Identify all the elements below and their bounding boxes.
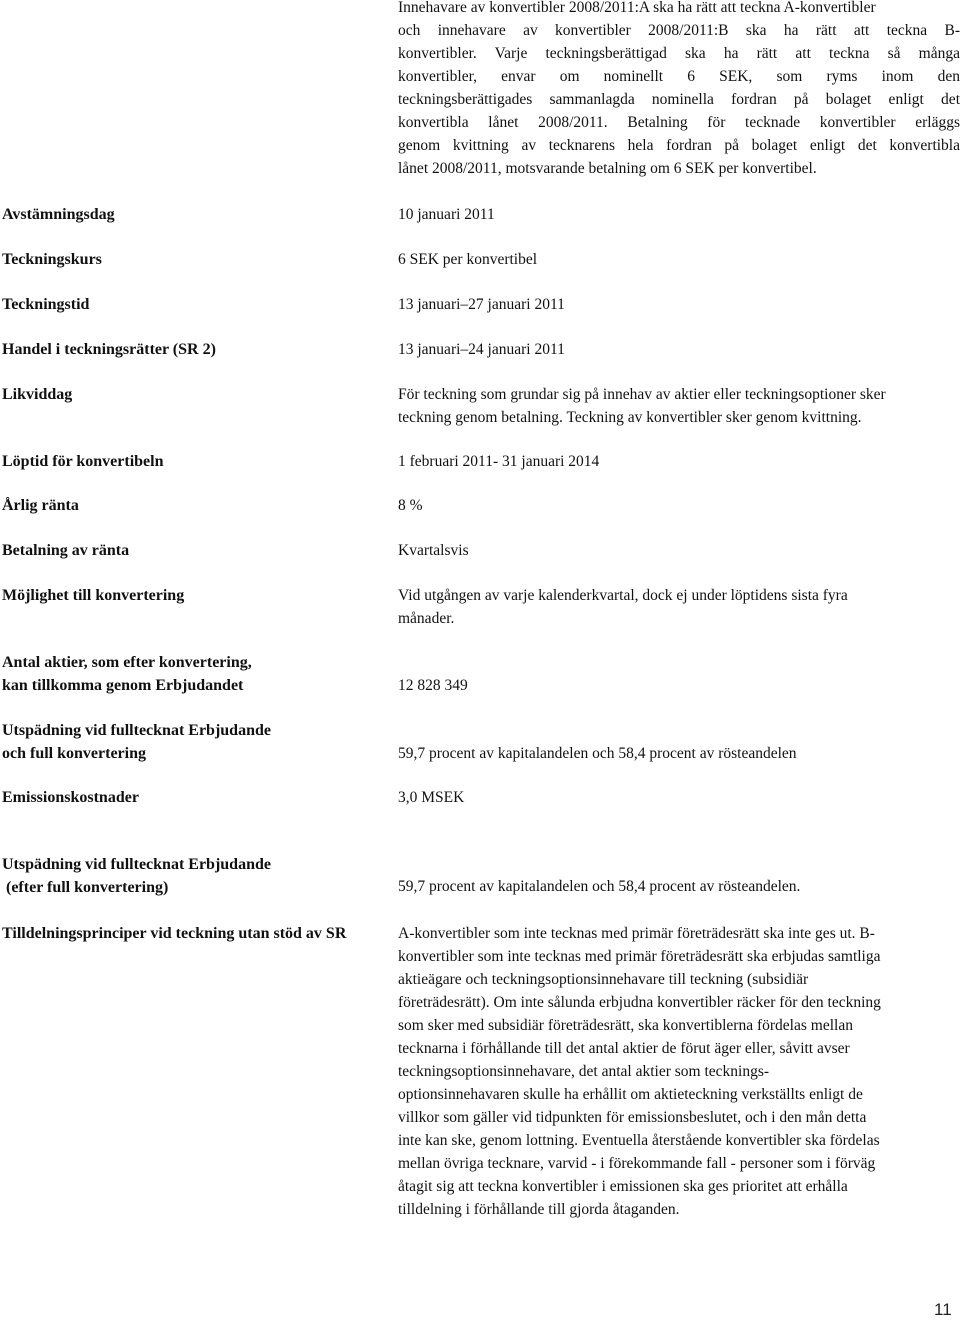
avstamningsdag-label: Avstämningsdag bbox=[2, 206, 115, 223]
tilldelning-line: villkor som gäller vid tidpunkten för emissionsbeslutet, och i den mån detta bbox=[398, 1109, 867, 1126]
avstamningsdag-value: 10 januari 2011 bbox=[398, 206, 495, 223]
utspadning2-label-line: (efter full konvertering) bbox=[2, 879, 169, 896]
intro-line: konvertibler, envar om nominellt 6 SEK, som ryms inom den bbox=[398, 68, 960, 85]
ranta-value: 8 % bbox=[398, 497, 423, 514]
intro-line: teckningsberättigades sammanlagda nominella fordran på bolaget enligt det bbox=[398, 91, 960, 108]
utspadning2-label-line: Utspädning vid fulltecknat Erbjudande bbox=[2, 856, 271, 873]
antal-value: 12 828 349 bbox=[398, 677, 468, 694]
handel-value: 13 januari–24 januari 2011 bbox=[398, 341, 565, 358]
utspadning2-label bbox=[2, 853, 271, 899]
antal-label-line: Antal aktier, som efter konvertering, bbox=[2, 654, 252, 671]
tilldelning-line: tilldelning i förhållande till gjorda åtaganden. bbox=[398, 1201, 680, 1218]
mojlighet-value bbox=[398, 584, 960, 630]
utspadning1-label-line: och full konvertering bbox=[2, 745, 146, 762]
likviddag-label: Likviddag bbox=[2, 386, 73, 403]
intro-line: lånet 2008/2011, motsvarande betalning om 6 SEK per konvertibel. bbox=[398, 160, 817, 177]
tilldelning-label: Tilldelningsprinciper vid teckning utan stöd av SR bbox=[2, 925, 347, 942]
mojlighet-line: Vid utgången av varje kalenderkvartal, dock ej under löptidens sista fyra bbox=[398, 587, 848, 604]
teckningskurs-label: Teckningskurs bbox=[2, 251, 102, 268]
tilldelning-line: teckningsoptionsinnehavare, det antal aktier som tecknings- bbox=[398, 1063, 770, 1080]
antal-label-line: kan tillkomma genom Erbjudandet bbox=[2, 677, 244, 694]
loptid-value: 1 februari 2011- 31 januari 2014 bbox=[398, 453, 600, 470]
page-number: 11 bbox=[934, 1300, 952, 1319]
likviddag-value bbox=[398, 383, 960, 429]
tilldelning-line: inte kan ske, genom lottning. Eventuella återstående konvertibler ska fördelas bbox=[398, 1132, 880, 1149]
tilldelning-line: A-konvertibler som inte tecknas med primär företrädesrätt ska inte ges ut. B- bbox=[398, 925, 875, 942]
tilldelning-line: aktieägare och teckningsoptionsinnehavare till teckning (subsidiär bbox=[398, 971, 809, 988]
utspadning1-label bbox=[2, 719, 271, 765]
mojlighet-line: månader. bbox=[398, 610, 455, 627]
likviddag-line: För teckning som grundar sig på innehav av aktier eller teckningsoptioner sker bbox=[398, 386, 886, 403]
emission-value: 3,0 MSEK bbox=[398, 789, 465, 806]
betalning-value: Kvartalsvis bbox=[398, 542, 469, 559]
tilldelning-value bbox=[398, 922, 960, 1221]
teckningstid-label: Teckningstid bbox=[2, 296, 90, 313]
tilldelning-line: åtagit sig att teckna konvertibler i emissionen ska ges prioritet att erhålla bbox=[398, 1178, 848, 1195]
teckningskurs-value: 6 SEK per konvertibel bbox=[398, 251, 538, 268]
intro-line: Innehavare av konvertibler 2008/2011:A ska ha rätt att teckna A-konvertibler bbox=[398, 0, 876, 16]
intro-line: konvertibler. Varje teckningsberättigad ska ha rätt att teckna så många bbox=[398, 45, 960, 62]
tilldelning-line: tecknarna i förhållande till det antal aktier de förut äger eller, såvitt avser bbox=[398, 1040, 850, 1057]
utspadning1-label-line: Utspädning vid fulltecknat Erbjudande bbox=[2, 722, 271, 739]
loptid-label: Löptid för konvertibeln bbox=[2, 453, 164, 470]
utspadning1-value: 59,7 procent av kapitalandelen och 58,4 procent av rösteandelen bbox=[398, 745, 797, 762]
tilldelning-line: företrädesrätt). Om inte sålunda erbjudna konvertibler räcker för den teckning bbox=[398, 994, 881, 1011]
tilldelning-line: konvertibler som inte tecknas med primär företrädesrätt ska erbjudas samtliga bbox=[398, 948, 881, 965]
handel-label: Handel i teckningsrätter (SR 2) bbox=[2, 341, 216, 358]
intro-line: genom kvittning av tecknarens hela fordran på bolaget enligt det konvertibla bbox=[398, 137, 960, 154]
intro-line: och innehavare av konvertibler 2008/2011:B ska ha rätt att teckna B- bbox=[398, 22, 960, 39]
intro-line: konvertibla lånet 2008/2011. Betalning för tecknade konvertibler erläggs bbox=[398, 114, 960, 131]
mojlighet-label: Möjlighet till konvertering bbox=[2, 587, 185, 604]
tilldelning-line: som sker med subsidiär företrädesrätt, ska konvertiblerna fördelas mellan bbox=[398, 1017, 853, 1034]
ranta-label: Årlig ränta bbox=[2, 497, 79, 514]
teckningstid-value: 13 januari–27 januari 2011 bbox=[398, 296, 565, 313]
emission-label: Emissionskostnader bbox=[2, 789, 139, 806]
intro-paragraph bbox=[398, 0, 960, 180]
tilldelning-line: optionsinnehavaren skulle ha erhållit om aktieteckning verkställts enligt de bbox=[398, 1086, 863, 1103]
betalning-label: Betalning av ränta bbox=[2, 542, 130, 559]
tilldelning-line: mellan övriga tecknare, varvid - i förekommande fall - personer som i förväg bbox=[398, 1155, 876, 1172]
likviddag-line: teckning genom betalning. Teckning av konvertibler sker genom kvittning. bbox=[398, 409, 862, 426]
antal-label bbox=[2, 651, 252, 697]
utspadning2-value: 59,7 procent av kapitalandelen och 58,4 procent av rösteandelen. bbox=[398, 878, 801, 895]
